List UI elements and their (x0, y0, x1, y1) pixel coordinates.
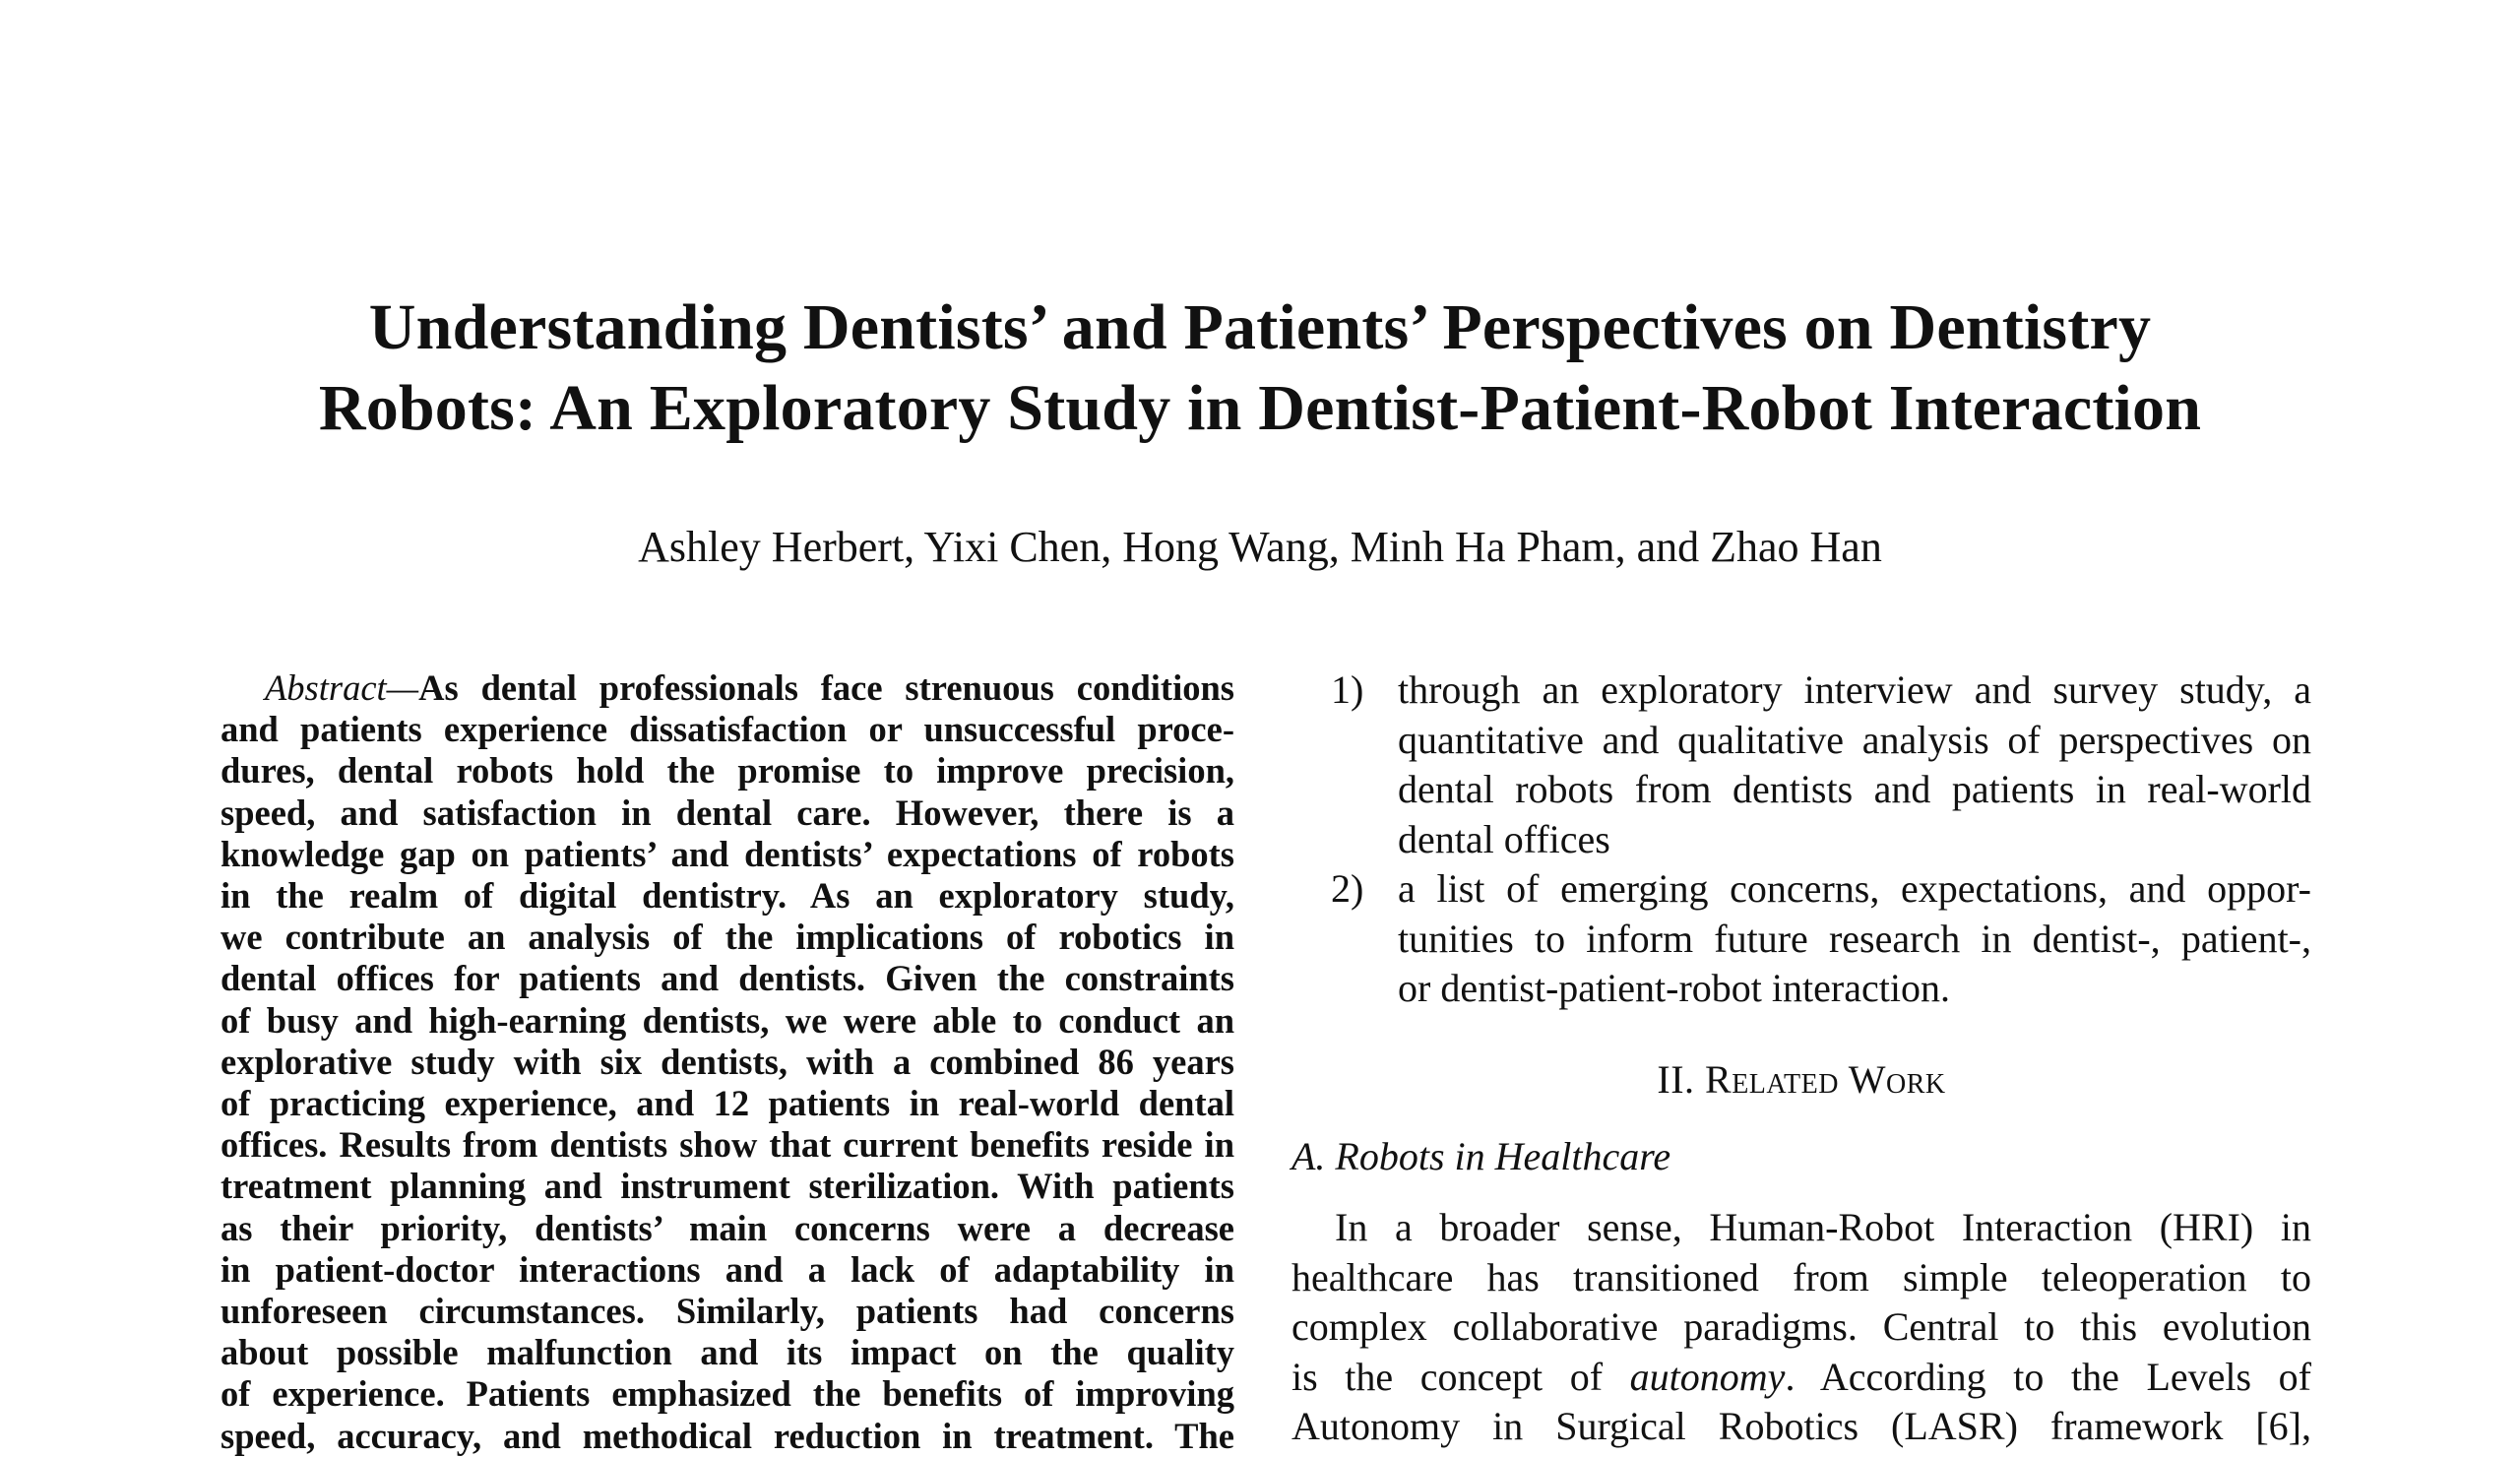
abstract-line: treatment planning and instrument sterilization. With patients (220, 1166, 1234, 1207)
paragraph-line: Autonomy in Surgical Robotics (LASR) framework [6], (1292, 1404, 2311, 1448)
abstract-line: about possible malfunction and its impact on the quality (220, 1332, 1234, 1373)
abstract (220, 667, 1234, 1457)
section-number: II. (1657, 1057, 1695, 1102)
abstract-line: speed, and satisfaction in dental care. However, there is a (220, 792, 1234, 833)
paper-title (197, 287, 2323, 449)
abstract-line-text: As dental professionals face strenuous conditions (418, 667, 1234, 708)
title-line: Understanding Dentists’ and Patients’ Perspectives on Dentistry (368, 291, 2152, 363)
abstract-line: offices. Results from dentists show that current benefits reside in (220, 1124, 1234, 1166)
paragraph-text: . According to the Levels of (1785, 1354, 2312, 1399)
abstract-line: in patient-doctor interactions and a lack of adaptability in (220, 1248, 1234, 1290)
abstract-line: in the realm of digital dentistry. As an exploratory study, (220, 875, 1234, 917)
list-number: 1) (1331, 667, 1364, 712)
abstract-line: dental offices for patients and dentists. Given the constraints (220, 958, 1234, 999)
paragraph-line (1292, 1353, 2311, 1403)
abstract-line (220, 667, 1234, 709)
author-list: Ashley Herbert, Yixi Chen, Hong Wang, Minh Ha Pham, and Zhao Han (638, 523, 1882, 571)
contribution-line: quantitative and qualitative analysis of perspectives on (1398, 717, 2311, 762)
contribution-item (1292, 665, 2311, 864)
abstract-line: of busy and high-earning dentists, we were able to conduct an (220, 999, 1234, 1041)
emphasis-autonomy: autonomy (1629, 1354, 1786, 1399)
contribution-line: tunities to inform future research in dentist-, patient-, (1398, 916, 2311, 961)
abstract-line: we contribute an analysis of the implications of robotics in (220, 917, 1234, 958)
abstract-line: explorative study with six dentists, with a combined 86 years (220, 1041, 1234, 1082)
paragraph-line: In a broader sense, Human-Robot Interaction (HRI) in (1335, 1205, 2311, 1249)
body-paragraph (1292, 1203, 2311, 1452)
contribution-line: a list of emerging concerns, expectations, and oppor- (1398, 866, 2311, 911)
abstract-line: of practicing experience, and 12 patients in real-world dental (220, 1083, 1234, 1124)
title-line: Robots: An Exploratory Study in Dentist-Patient-Robot Interaction (318, 372, 2202, 444)
abstract-line: speed, accuracy, and methodical reduction in treatment. The (220, 1415, 1234, 1456)
contribution-line: dental offices (1398, 816, 1610, 861)
paragraph-text: is the concept of (1292, 1354, 1630, 1399)
section-title: Related Work (1705, 1057, 1946, 1102)
contribution-list (1292, 665, 2311, 1014)
contribution-line: through an exploratory interview and survey study, a (1398, 667, 2311, 712)
abstract-line: unforeseen circumstances. Similarly, patients had concerns (220, 1291, 1234, 1332)
abstract-label: Abstract— (265, 667, 419, 708)
contributions (1292, 665, 2311, 1014)
contribution-line: or dentist-patient-robot interaction. (1398, 966, 1950, 1010)
list-number: 2) (1331, 866, 1364, 911)
abstract-line: of experience. Patients emphasized the benefits of improving (220, 1373, 1234, 1415)
section-heading (1292, 1055, 2311, 1105)
paragraph-line: complex collaborative paradigms. Central to this evolution (1292, 1304, 2311, 1349)
contribution-item (1292, 864, 2311, 1014)
abstract-line: knowledge gap on patients’ and dentists’ expectations of robots (220, 833, 1234, 874)
abstract-line: as their priority, dentists’ main concerns were a decrease (220, 1207, 1234, 1248)
paragraph-line: healthcare has transitioned from simple teleoperation to (1292, 1254, 2311, 1299)
abstract-line: dures, dental robots hold the promise to improve precision, (220, 750, 1234, 792)
abstract-line: and patients experience dissatisfaction or unsuccessful proce- (220, 709, 1234, 750)
contribution-line: dental robots from dentists and patients in real-world (1398, 767, 2311, 811)
subsection-heading: A. Robots in Healthcare (1292, 1134, 1671, 1178)
